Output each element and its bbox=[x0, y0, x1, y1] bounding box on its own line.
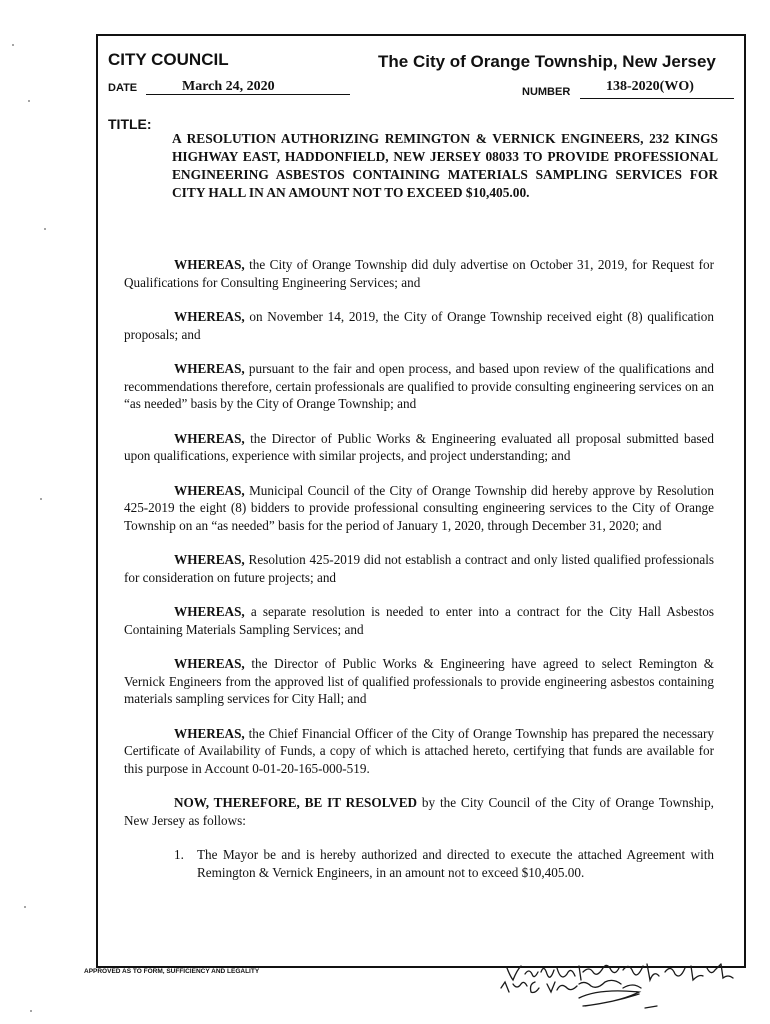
scan-speck bbox=[24, 906, 26, 908]
whereas-paragraph bbox=[124, 655, 714, 708]
whereas-paragraph bbox=[124, 256, 714, 291]
scan-speck bbox=[12, 44, 14, 46]
whereas-paragraph bbox=[124, 725, 714, 778]
whereas-paragraph bbox=[124, 482, 714, 535]
paragraph-text: the City of Orange Township did duly advertise on October 31, 2019, for Request for Qualifications for Consulting Engineering Services; and bbox=[124, 257, 714, 290]
scan-speck bbox=[28, 100, 30, 102]
paragraph-text: Municipal Council of the City of Orange Township did hereby approve by Resolution 425-2019 the eight (8) bidders to provide professional consulting engineering services to the City of Orange Township on an “as needed” basis for the period of January 1, 2020, through December 31, 2020; and bbox=[124, 482, 714, 533]
paragraph-lead: WHEREAS, bbox=[174, 309, 245, 324]
date-value: March 24, 2020 bbox=[182, 79, 275, 94]
number-value: 138-2020(WO) bbox=[606, 79, 694, 94]
list-number: 1. bbox=[174, 847, 184, 862]
paragraph-text: by the City Council of the City of Orange Township, New Jersey as follows: bbox=[124, 795, 714, 828]
paragraph-lead: WHEREAS, bbox=[174, 430, 245, 446]
resolved-paragraph bbox=[124, 794, 714, 829]
resolution-title: A RESOLUTION AUTHORIZING REMINGTON & VERNICK ENGINEERS, 232 KINGS HIGHWAY EAST, HADDONFIELD, NEW JERSEY 08033 TO PROVIDE PROFESSIONAL ENGINEERING ASBESTOS CONTAINING MATERIALS SAMPLING SERVICES FOR CITY HALL IN AN AMOUNT NOT TO EXCEED $10,405.00. bbox=[172, 131, 718, 200]
list-item bbox=[174, 846, 714, 881]
paragraph-lead: WHEREAS, bbox=[174, 656, 245, 671]
resolution-body bbox=[124, 256, 714, 881]
whereas-paragraph bbox=[124, 308, 714, 343]
whereas-paragraph bbox=[124, 430, 714, 465]
paragraph-lead: WHEREAS, bbox=[174, 604, 245, 619]
number-underline bbox=[580, 98, 734, 99]
date-label: DATE bbox=[108, 82, 138, 94]
paragraph-text: on November 14, 2019, the City of Orange Township received eight (8) qualification proposals; and bbox=[124, 309, 714, 342]
paragraph-lead: WHEREAS, bbox=[174, 257, 245, 272]
number-label: NUMBER bbox=[522, 86, 571, 98]
paragraph-lead: WHEREAS, bbox=[174, 361, 245, 376]
paragraph-lead: WHEREAS, bbox=[174, 482, 245, 498]
paragraph-text: Resolution 425-2019 did not establish a contract and only listed qualified professionals for consideration on future projects; and bbox=[124, 552, 714, 585]
scan-speck bbox=[44, 228, 46, 230]
attorney-signature bbox=[495, 958, 745, 1016]
paragraph-text: the Chief Financial Officer of the City of Orange Township has prepared the necessary Certificate of Availability of Funds, a copy of which is attached hereto, certifying that funds are available for this purpose in Account 0-01-20-165-000-519. bbox=[124, 725, 714, 776]
municipality-heading: The City of Orange Township, New Jersey bbox=[378, 52, 716, 71]
paragraph-lead: WHEREAS, bbox=[174, 552, 245, 567]
list-text: The Mayor be and is hereby authorized and directed to execute the attached Agreement with Remington & Vernick Engineers, in an amount not to exceed $10,405.00. bbox=[197, 847, 714, 880]
title-label: TITLE: bbox=[108, 116, 152, 132]
paragraph-lead: NOW, THEREFORE, BE IT RESOLVED bbox=[174, 795, 418, 810]
council-heading: CITY COUNCIL bbox=[108, 50, 229, 69]
scan-speck bbox=[40, 498, 42, 500]
whereas-paragraph bbox=[124, 603, 714, 638]
scan-speck bbox=[30, 1010, 32, 1012]
whereas-paragraph bbox=[124, 360, 714, 413]
paragraph-text: the Director of Public Works & Engineering have agreed to select Remington & Vernick Engineers from the approved list of qualified professionals to provide engineering asbestos containing materials sampling services for City Hall; and bbox=[124, 656, 714, 706]
approval-statement: APPROVED AS TO FORM, SUFFICIENCY AND LEGALITY bbox=[84, 968, 260, 975]
paragraph-text: the Director of Public Works & Engineering evaluated all proposal submitted based upon qualifications, experience with similar projects, and project understanding; and bbox=[124, 430, 714, 463]
paragraph-text: pursuant to the fair and open process, and based upon review of the qualifications and recommendations therefore, certain professionals are qualified to provide consulting engineering services on an “as needed” basis by the City of Orange Township; and bbox=[124, 361, 714, 411]
whereas-paragraph bbox=[124, 551, 714, 586]
paragraph-text: a separate resolution is needed to enter into a contract for the City Hall Asbestos Containing Materials Sampling Services; and bbox=[124, 604, 714, 637]
resolution-list bbox=[174, 846, 714, 881]
paragraph-lead: WHEREAS, bbox=[174, 725, 245, 741]
